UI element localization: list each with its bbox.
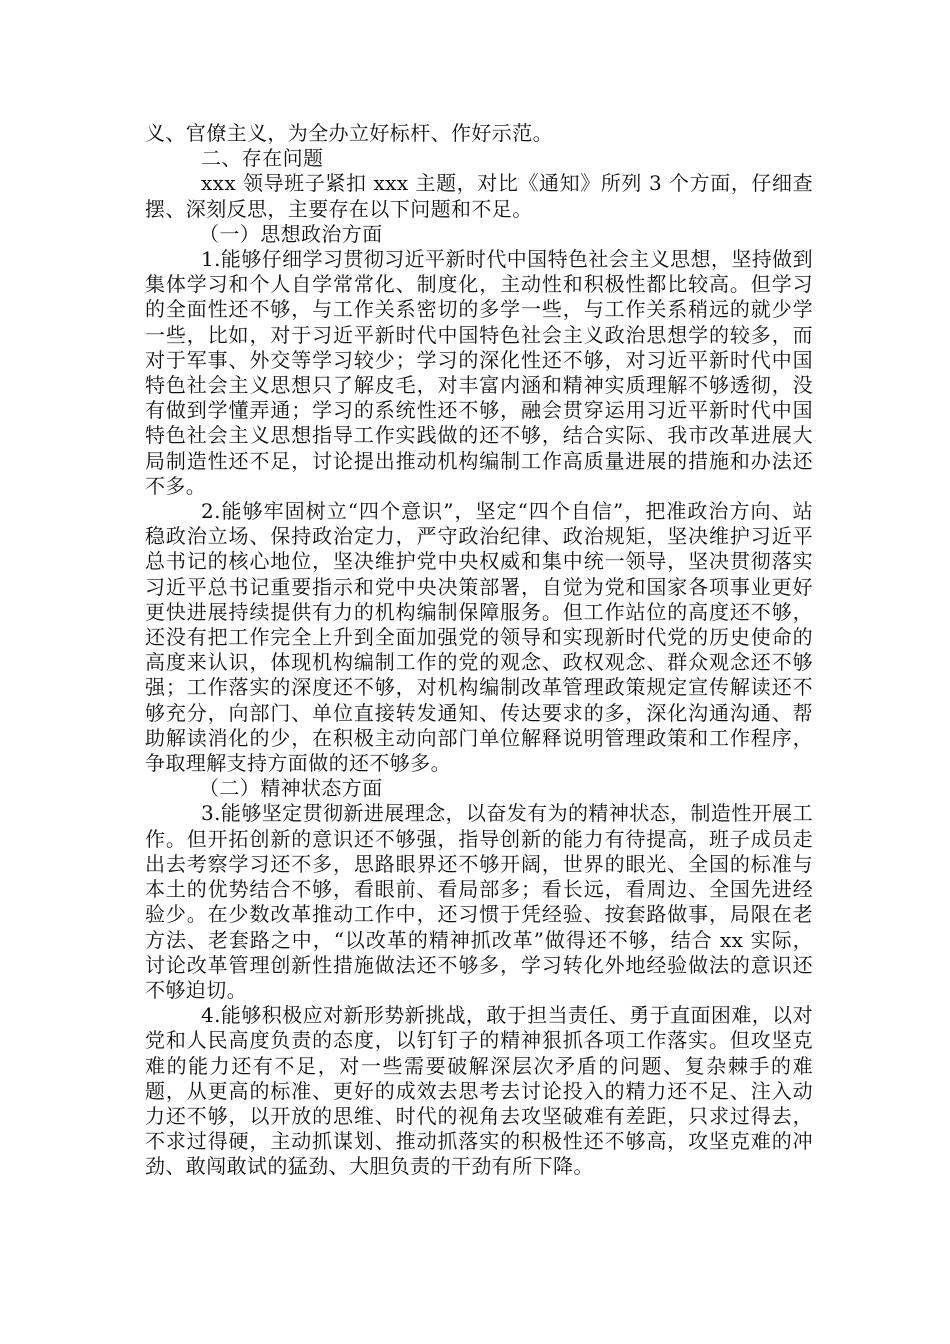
paragraph-intro: xxx 领导班子紧扣 xxx 主题，对比《通知》所列 3 个方面，仔细查摆、深刻反思，主要存在以下问题和不足。 xyxy=(145,171,813,221)
subsection-heading-political: （一）思想政治方面 xyxy=(199,221,383,246)
document-body xyxy=(145,121,813,1180)
paragraph-item-4: 4.能够积极应对新形势新挑战，敢于担当责任、勇于直面困难，以对党和人民高度负责的态度，以钉钉子的精神狠抓各项工作落实。但攻坚克难的能力还有不足，对一些需要破解深层次矛盾的问题、复杂棘手的难题，从更高的标准、更好的成效去思考去讨论投入的精力还不足、注入动力还不够，以开放的思维、时代的视角去攻坚破难有差距，只求过得去，不求过得硬，主动抓谋划、推动抓落实的积极性还不够高，攻坚克难的冲劲、敢闯敢试的猛劲、大胆负责的干劲有所下降。 xyxy=(145,1003,813,1179)
paragraph-item-3: 3.能够坚定贯彻新进展理念，以奋发有为的精神状态，制造性开展工作。但开拓创新的意识还不够强，指导创新的能力有待提高，班子成员走出去考察学习还不多，思路眼界还不够开阔，世界的眼光、全国的标准与本土的优势结合不够，看眼前、看局部多；看长远，看周边、全国先进经验少。在少数改革推动工作中，还习惯于凭经验、按套路做事，局限在老方法、老套路之中，“以改革的精神抓改革”做得还不够，结合 xx 实际，讨论改革管理创新性措施做法还不够多，学习转化外地经验做法的意识还不够迫切。 xyxy=(145,801,813,1002)
paragraph-continuation: 义、官僚主义，为全办立好标杆、作好示范。 xyxy=(145,121,553,145)
paragraph-item-2: 2.能够牢固树立“四个意识”，坚定“四个自信”，把准政治方向、站稳政治立场、保持政治定力，严守政治纪律、政治规矩，坚决维护习近平总书记的核心地位，坚决维护党中央权威和集中统一领导，坚决贯彻落实习近平总书记重要指示和党中央决策部署，自觉为党和国家各项事业更好更快进展持续提供有力的机构编制保障服务。但工作站位的高度还不够，还没有把工作完全上升到全面加强党的领导和实现新时代党的历史使命的高度来认识，体现机构编制工作的党的观念、政权观念、群众观念还不够强；工作落实的深度还不够，对机构编制改革管理政策规定宣传解读还不够充分，向部门、单位直接转发通知、传达要求的多，深化沟通沟通、帮助解读消化的少，在积极主动向部门单位解释说明管理政策和工作程序，争取理解支持方面做的还不够多。 xyxy=(145,499,813,776)
paragraph-item-1: 1.能够仔细学习贯彻习近平新时代中国特色社会主义思想，坚持做到集体学习和个人自学常常化、制度化，主动性和积极性都比较高。但学习的全面性还不够，与工作关系密切的多学一些，与工作关系稍远的就少学一些，比如，对于习近平新时代中国特色社会主义政治思想学的较多，而对于军事、外交等学习较少；学习的深化性还不够，对习近平新时代中国特色社会主义思想只了解皮毛，对丰富内涵和精神实质理解不够透彻，没有做到学懂弄通；学习的系统性还不够，融会贯穿运用习近平新时代中国特色社会主义思想指导工作实践做的还不够，结合实际、我市改革进展大局制造性还不足，讨论提出推动机构编制工作高质量进展的措施和办法还不多。 xyxy=(145,247,813,498)
subsection-heading-spirit: （二）精神状态方面 xyxy=(199,776,383,801)
section-heading-problems: 二、存在问题 xyxy=(201,146,324,171)
